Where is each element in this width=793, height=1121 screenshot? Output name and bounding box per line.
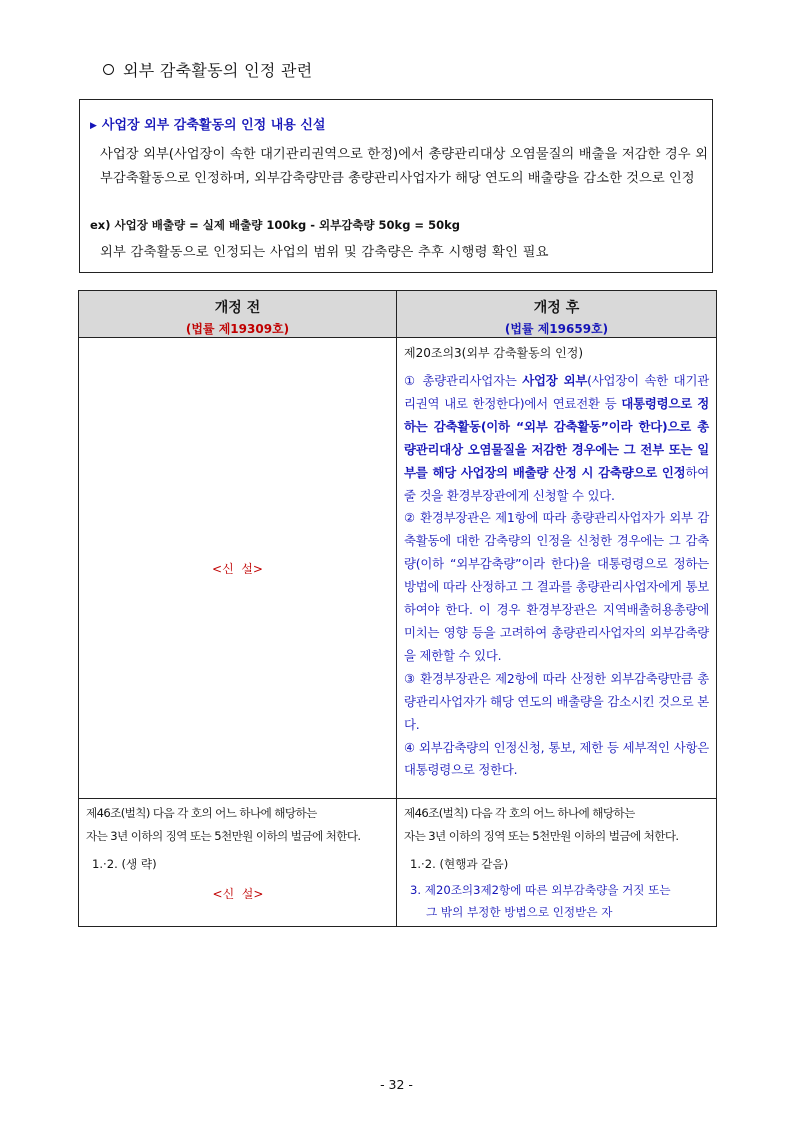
item3-line1: 3. 제20조의3제2항에 따른 외부감축량을 거짓 또는 [410, 883, 671, 897]
header-after [397, 291, 717, 338]
paragraph-4: ④ 외부감축량의 인정신청, 통보, 제한 등 세부적인 사항은 대통령령으로 정한다. [404, 739, 709, 778]
left-items: 1.·2. (생 략) [92, 857, 157, 871]
header-after-title: 개정 후 [533, 299, 580, 316]
section-heading-text: 외부 감축활동의 인정 관련 [123, 61, 313, 80]
summary-example: ex) 사업장 배출량 = 실제 배출량 100kg - 외부감축량 50kg = 50kg [90, 218, 460, 232]
summary-box [79, 99, 713, 273]
paragraph-2: ② 환경부장관은 제1항에 따라 총량관리사업자가 외부 감축활동에 대한 감축량의 인정을 신청한 경우에는 그 감축량(이하 “외부감축량”이라 한다)을 대통령령으로 정하는 방법에 따라 산정하고 그 결과를 총량관리사업자에게 통보하여야 한다. 이 경우 환경부장관은 지역배출허용총량에 미치는 영향 등을 고려하여 총량관리사업자의 외부감축량을 제한할 수 있다. [404, 510, 709, 663]
page-number: - 32 - [380, 1077, 413, 1092]
item-3 [404, 879, 710, 923]
paragraph-3: ③ 환경부장관은 제2항에 따라 산정한 외부감축량만큼 총량관리사업자가 해당 연도의 배출량을 감소시킨 것으로 본다. [404, 670, 709, 732]
header-before-law: (법률 제19309호) [185, 321, 290, 336]
item3-line2: 그 밖의 부정한 방법으로 인정받은 자 [426, 905, 613, 919]
summary-note: 외부 감축활동으로 인정되는 사업의 범위 및 감축량은 추후 시행령 확인 필요 [100, 245, 549, 260]
comparison-table [78, 290, 717, 927]
right-items: 1.·2. (현행과 같음) [410, 857, 509, 871]
header-before-title: 개정 전 [214, 299, 261, 316]
new-provision-mark: <신 설> [212, 887, 264, 901]
before-cell-art20-3 [79, 338, 397, 799]
before-cell-art46 [79, 799, 397, 927]
art46-line1: 제46조(벌칙) 다음 각 호의 어느 하나에 해당하는 [404, 806, 635, 820]
summary-subtitle: ▶ 사업장 외부 감축활동의 인정 내용 신설 [90, 118, 326, 133]
art46-line2: 자는 3년 이하의 징역 또는 5천만원 이하의 벌금에 처한다. [86, 829, 361, 843]
after-cell-art20-3 [397, 338, 717, 799]
triangle-bullet-icon: ▶ [90, 121, 97, 131]
art46-line1: 제46조(벌칙) 다음 각 호의 어느 하나에 해당하는 [86, 806, 317, 820]
new-provision-mark: <신 설> [212, 561, 263, 576]
article-title: 제20조의3(외부 감축활동의 인정) [404, 346, 584, 360]
paragraph-1: ① 총량관리사업자는 사업장 외부(사업장이 속한 대기관리권역 내로 한정한다)에서 연료전환 등 대통령령으로 정하는 감축활동(이하 “외부 감축활동”이라 한다)으로 총량관리대상 오염물질을 저감한 경우에는 그 전부 또는 일부를 해당 사업장의 배출량 산정 시 감축량으로 인정하여 줄 것을 환경부장관에게 신청할 수 있다. [404, 373, 710, 503]
art46-line2: 자는 3년 이하의 징역 또는 5천만원 이하의 벌금에 처한다. [404, 829, 679, 843]
circle-bullet-icon [103, 64, 114, 75]
after-cell-art46 [397, 799, 717, 927]
header-before [79, 291, 397, 338]
header-after-law: (법률 제19659호) [504, 321, 609, 336]
summary-paragraph: 사업장 외부(사업장이 속한 대기관리권역으로 한정)에서 총량관리대상 오염물질의 배출을 저감한 경우 외부감축활동으로 인정하며, 외부감축량만큼 총량관리사업자가 해당 연도의 배출량을 감소한 것으로 인정 [100, 147, 708, 186]
section-heading [103, 58, 312, 81]
